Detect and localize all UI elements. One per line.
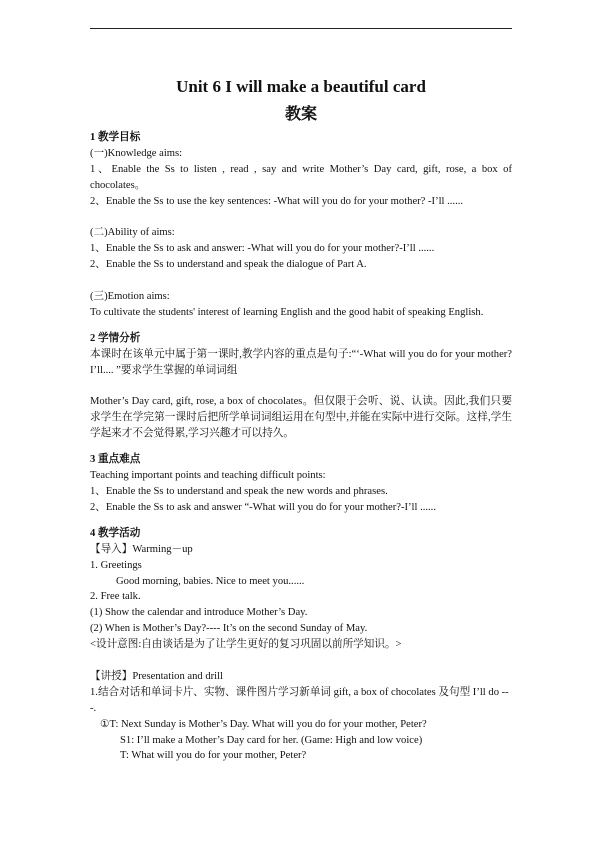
analysis-paragraph-1: 本课时在该单元中属于第一课时,教学内容的重点是句子:“‘-What will you do for your mother? I’ll.... ”要求学生掌握的单词词组	[90, 348, 512, 376]
key-points-intro: Teaching important points and teaching difficult points:	[90, 470, 326, 482]
presentation-step-1: 1.结合对话和单词卡片、实物、课件图片学习新单词 gift, a box of chocolates 及句型 I’ll do ---.	[90, 686, 509, 714]
document-title: Unit 6 I will make a beautiful card	[176, 77, 426, 96]
key-point-2: 2、Enable the Ss to ask and answer “-What will you do for your mother?-I’ll ......	[90, 501, 436, 513]
ability-aims-label: (二)Ability of aims:	[90, 227, 175, 239]
ability-aim-2: 2、Enable the Ss to understand and speak the dialogue of Part A.	[90, 259, 367, 271]
design-intent-note: <设计意图:自由谈话是为了让学生更好的复习巩固以前所学知识。>	[90, 639, 402, 651]
document-subtitle: 教案	[284, 106, 317, 123]
section-heading-analysis: 2 学情分析	[90, 332, 141, 344]
document-body	[90, 76, 512, 764]
knowledge-aims-label: (一)Knowledge aims:	[90, 147, 183, 159]
header-rule	[90, 28, 512, 29]
free-talk-line-1: (1) Show the calendar and introduce Mother’s Day.	[90, 607, 308, 619]
section-heading-activities: 4 教学活动	[90, 527, 141, 539]
greetings-step: 1. Greetings	[90, 559, 142, 571]
key-point-1: 1、Enable the Ss to understand and speak the new words and phrases.	[90, 485, 388, 497]
section-heading-key-points: 3 重点难点	[90, 454, 141, 466]
knowledge-aim-2: 2、Enable the Ss to use the key sentences: -What will you do for your mother? -I’ll ......	[90, 195, 464, 207]
warming-up-label: 【导入】Warming－up	[90, 543, 193, 555]
analysis-paragraph-2: Mother’s Day card, gift, rose, a box of chocolates。但仅限于会听、说、认读。因此,我们只要求学生在学完第一课时后把所学单词词组运用在句型中,并能在实际中进行交际。这样,学生学起来才不会觉得累,学习兴趣才可以持久。	[90, 396, 512, 440]
emotion-aims-label: (三)Emotion aims:	[90, 291, 170, 303]
section-heading-objectives: 1 教学目标	[90, 132, 141, 143]
greetings-line: Good morning, babies. Nice to meet you......	[116, 575, 305, 587]
emotion-aim-1: To cultivate the students' interest of learning English and the good habit of speaking English.	[90, 306, 484, 318]
dialogue-teacher-2: T: What will you do for your mother, Peter?	[120, 750, 307, 762]
presentation-label: 【讲授】Presentation and drill	[90, 670, 223, 682]
knowledge-aim-1: 1、Enable the Ss to listen , read , say and write Mother’s Day card, gift, rose, a box of chocolates。	[90, 163, 512, 191]
dialogue-student-1: S1: I’ll make a Mother’s Day card for her. (Game: High and low voice)	[120, 734, 423, 746]
dialogue-teacher-1: ①T: Next Sunday is Mother’s Day. What will you do for your mother, Peter?	[100, 718, 427, 730]
ability-aim-1: 1、Enable the Ss to ask and answer: -What will you do for your mother?-I’ll ......	[90, 243, 435, 255]
free-talk-line-2: (2) When is Mother’s Day?---- It’s on the second Sunday of May.	[90, 623, 368, 635]
free-talk-step: 2. Free talk.	[90, 591, 141, 603]
